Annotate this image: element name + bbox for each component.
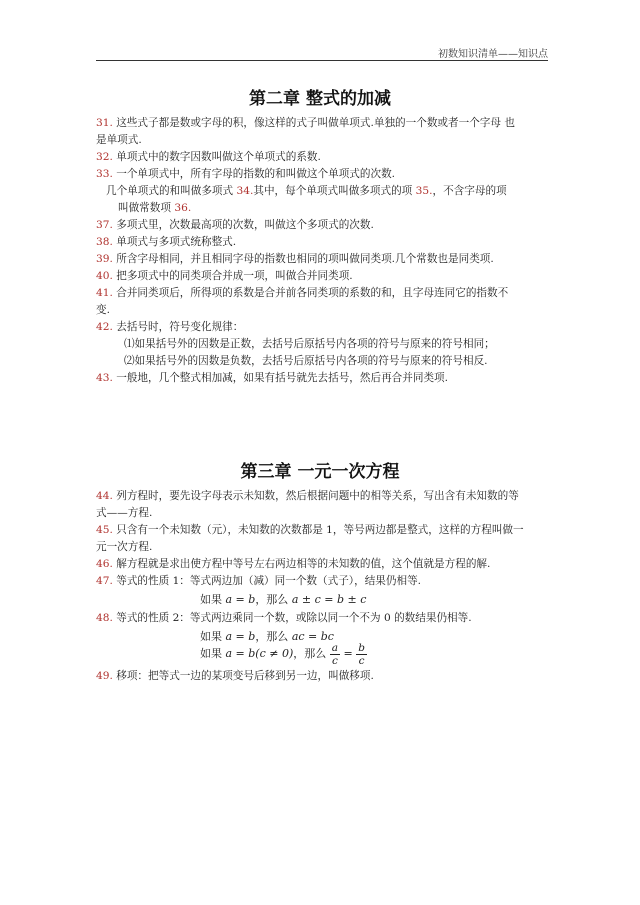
list-item: 几个单项式的和叫做多项式 34.其中，每个单项式叫做多项式的项 35.，不含字母的项 — [106, 185, 507, 197]
header-divider — [96, 60, 548, 61]
list-item: 48. 等式的性质 2：等式两边乘同一个数，或除以同一个不为 0 的数结果仍相等. — [96, 612, 472, 624]
list-item: 38. 单项式与多项式统称整式. — [96, 236, 237, 248]
list-item: ⑴如果括号外的因数是正数，去括号后原括号内各项的符号与原来的符号相同； — [124, 338, 495, 350]
fraction: $\frac{a}{c}$ — [331, 641, 339, 667]
list-item: 45. 只含有一个未知数（元），未知数的次数都是 1，等号两边都是整式，这样的方程叫做一 元一次方程. — [96, 524, 524, 553]
chapter-title: 第二章 整式的加减 — [249, 89, 391, 109]
chapter-title: 第三章 一元一次方程 — [240, 462, 400, 482]
list-item: 46. 解方程就是求出使方程中等号左右两边相等的未知数的值，这个值就是方程的解. — [96, 558, 491, 570]
list-item: 33. 一个单项式中，所有字母的指数的和叫做这个单项式的次数. — [96, 168, 396, 180]
list-item: 40. 把多项式中的同类项合并成一项，叫做合并同类项. — [96, 270, 353, 282]
list-item: 47. 等式的性质 1：等式两边加（减）同一个数（式子），结果仍相等. — [96, 575, 422, 587]
list-item: 37. 多项式里，次数最高项的次数，叫做这个多项式的次数. — [96, 219, 374, 231]
formula: 如果 a = b，那么 a ± c = b ± c — [200, 593, 367, 606]
list-item: 44. 列方程时，要先设字母表示未知数，然后根据问题中的相等关系，写出含有未知数的等 式——方程. — [96, 490, 519, 519]
formula: 如果 a = b(c ≠ 0)，那么 $\frac{a}{c}$ = $\frac{b}{c}$ — [200, 641, 365, 667]
list-item: 49. 移项：把等式一边的某项变号后移到另一边，叫做移项. — [96, 670, 374, 682]
list-item: 43. 一般地，几个整式相加减，如果有括号就先去括号，然后再合并同类项. — [96, 372, 449, 384]
page-header: 初数知识清单——知识点 — [438, 49, 548, 60]
list-item: 39. 所含字母相同，并且相同字母的指数也相同的项叫做同类项.几个常数也是同类项. — [96, 253, 494, 265]
list-item: 32. 单项式中的数字因数叫做这个单项式的系数. — [96, 151, 321, 163]
list-item: 叫做常数项 36. — [118, 202, 192, 214]
list-item: ⑵如果括号外的因数是负数，去括号后原括号内各项的符号与原来的符号相反. — [124, 355, 488, 367]
formula: 如果 a = b，那么 ac = bc — [200, 630, 334, 643]
list-item: 31. 这些式子都是数或字母的积，像这样的式子叫做单项式.单独的一个数或者一个字母 也 是单项式. — [96, 117, 515, 146]
list-item: 41. 合并同类项后，所得项的系数是合并前各同类项的系数的和，且字母连同它的指数不 变. — [96, 287, 509, 316]
list-item: 42. 去括号时，符号变化规律： — [96, 321, 244, 333]
fraction: $\frac{b}{c}$ — [358, 641, 365, 667]
